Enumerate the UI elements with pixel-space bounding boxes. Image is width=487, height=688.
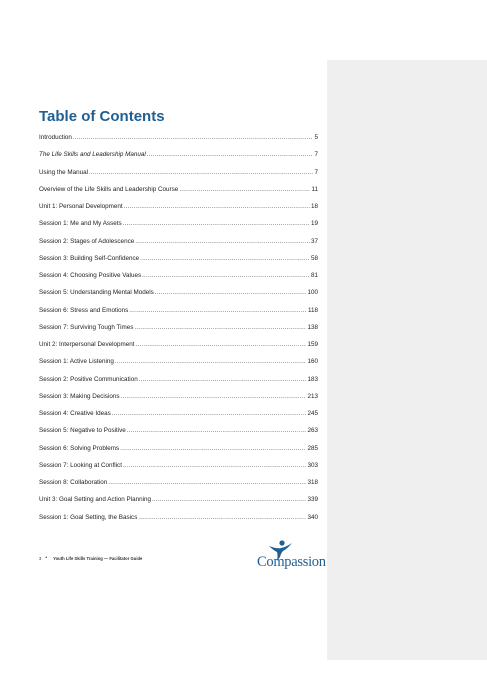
- page-title: Table of Contents: [39, 108, 165, 125]
- toc-entry[interactable]: [39, 393, 318, 410]
- toc-leader-dots: [123, 220, 310, 227]
- toc-leader-dots: [108, 479, 306, 486]
- toc-entry-label: Session 6: Stress and Emotions: [39, 306, 129, 314]
- toc-leader-dots: [123, 462, 307, 469]
- toc-entry-label: Session 1: Active Listening: [39, 358, 114, 366]
- toc-leader-dots: [155, 289, 307, 296]
- toc-entry-label: Unit 3: Goal Setting and Action Planning: [39, 496, 152, 504]
- toc-entry[interactable]: [39, 289, 318, 306]
- toc-entry-page: 100: [307, 289, 318, 297]
- toc-entry-label: Session 8: Collaboration: [39, 479, 108, 486]
- toc-leader-dots: [139, 376, 307, 383]
- toc-entry-page: 58: [310, 254, 318, 262]
- toc-leader-dots: [138, 514, 306, 521]
- toc-entry-label: Introduction: [39, 134, 72, 141]
- toc-entry[interactable]: [39, 341, 318, 358]
- toc-entry[interactable]: [39, 445, 318, 462]
- toc-leader-dots: [121, 393, 307, 400]
- toc-leader-dots: [134, 324, 306, 331]
- toc-entry-page: 138: [307, 323, 318, 331]
- toc-entry-page: 318: [307, 479, 318, 486]
- toc-entry-label: Session 3: Making Decisions: [39, 392, 120, 400]
- toc-entry-page: 18: [310, 203, 318, 210]
- toc-entry[interactable]: [39, 376, 318, 393]
- toc-entry-label: Session 5: Understanding Mental Models: [39, 289, 154, 297]
- toc-entry-page: 245: [307, 410, 318, 417]
- toc-entry-page: 160: [307, 358, 318, 366]
- toc-entry-page: 118: [307, 306, 318, 314]
- toc-entry[interactable]: [39, 427, 318, 444]
- footer-guide-title: Youth Life Skills Training — Facilitator Guide: [53, 555, 143, 561]
- toc-entry-page: 11: [311, 185, 318, 193]
- toc-entry-label: Unit 2: Interpersonal Development: [39, 341, 135, 348]
- toc-entry[interactable]: [39, 358, 318, 375]
- footer-page-number: 3: [39, 555, 42, 561]
- toc-entry-label: Session 2: Stages of Adolescence: [39, 237, 135, 245]
- toc-entry[interactable]: [39, 410, 318, 427]
- toc-entry-label: Session 2: Positive Communication: [39, 375, 138, 383]
- toc-leader-dots: [73, 134, 314, 141]
- toc-entry[interactable]: [39, 496, 318, 513]
- toc-entry-page: 340: [307, 513, 318, 521]
- toc-leader-dots: [147, 151, 314, 158]
- footer-bullet: •: [45, 555, 48, 561]
- toc-leader-dots: [127, 427, 307, 434]
- toc-entry[interactable]: [39, 186, 318, 203]
- toc-entry-label: Session 7: Looking at Conflict: [39, 461, 122, 469]
- toc-entry[interactable]: [39, 255, 318, 272]
- toc-entry-label: Session 7: Surviving Tough Times: [39, 323, 134, 331]
- toc-entry-page: 159: [307, 341, 318, 348]
- toc-leader-dots: [135, 238, 310, 245]
- toc-leader-dots: [140, 255, 310, 262]
- toc-leader-dots: [152, 496, 306, 503]
- toc-entry-label: Using the Manual: [39, 168, 89, 176]
- toc-entry-label: Session 3: Building Self-Confidence: [39, 254, 140, 262]
- comment-sidebar: [327, 60, 487, 660]
- toc-entry-page: 19: [310, 220, 318, 228]
- toc-entry-label: Session 1: Goal Setting, the Basics: [39, 513, 138, 521]
- toc-entry-page: 285: [307, 444, 318, 452]
- toc-entry-label: Session 4: Choosing Positive Values: [39, 272, 142, 279]
- toc-entry[interactable]: [39, 462, 318, 479]
- toc-entry-page: 7: [314, 168, 318, 176]
- toc-leader-dots: [136, 341, 307, 348]
- compassion-logo: [257, 540, 329, 574]
- toc-entry[interactable]: [39, 514, 318, 531]
- toc-entry[interactable]: [39, 203, 318, 220]
- toc-leader-dots: [89, 169, 313, 176]
- toc-leader-dots: [142, 272, 310, 279]
- toc-leader-dots: [129, 307, 307, 314]
- page-footer: [39, 555, 142, 561]
- toc-entry[interactable]: [39, 238, 318, 255]
- toc-entry-label: Session 6: Solving Problems: [39, 444, 120, 452]
- toc-leader-dots: [179, 186, 310, 193]
- toc-entry-label: Session 5: Negative to Positive: [39, 427, 126, 435]
- toc-leader-dots: [124, 203, 310, 210]
- toc-entry[interactable]: [39, 324, 318, 341]
- toc-entry-page: 7: [314, 151, 318, 159]
- toc-entry-page: 263: [307, 427, 318, 435]
- toc-entry-label: Session 4: Creative Ideas: [39, 410, 111, 417]
- toc-leader-dots: [120, 445, 306, 452]
- logo-wordmark: Compassion: [257, 554, 326, 570]
- toc-entry[interactable]: [39, 272, 318, 289]
- toc-entry-page: 183: [307, 375, 318, 383]
- toc-entry-page: 303: [307, 461, 318, 469]
- toc-entry[interactable]: [39, 479, 318, 496]
- toc-leader-dots: [112, 410, 307, 417]
- table-of-contents: [39, 134, 318, 531]
- toc-entry-label: Unit 1: Personal Development: [39, 203, 123, 210]
- toc-entry[interactable]: [39, 307, 318, 324]
- toc-entry-page: 81: [310, 272, 318, 279]
- toc-entry-label: The Life Skills and Leadership Manual: [39, 151, 146, 159]
- toc-leader-dots: [115, 358, 307, 365]
- toc-entry[interactable]: [39, 134, 318, 151]
- toc-entry-page: 5: [314, 134, 318, 141]
- toc-entry[interactable]: [39, 151, 318, 168]
- toc-entry[interactable]: [39, 220, 318, 237]
- toc-entry[interactable]: [39, 169, 318, 186]
- toc-entry-label: Session 1: Me and My Assets: [39, 220, 122, 228]
- toc-entry-page: 213: [307, 392, 318, 400]
- toc-entry-label: Overview of the Life Skills and Leadership Course: [39, 185, 179, 193]
- toc-entry-page: 37: [310, 237, 318, 245]
- toc-entry-page: 339: [307, 496, 318, 504]
